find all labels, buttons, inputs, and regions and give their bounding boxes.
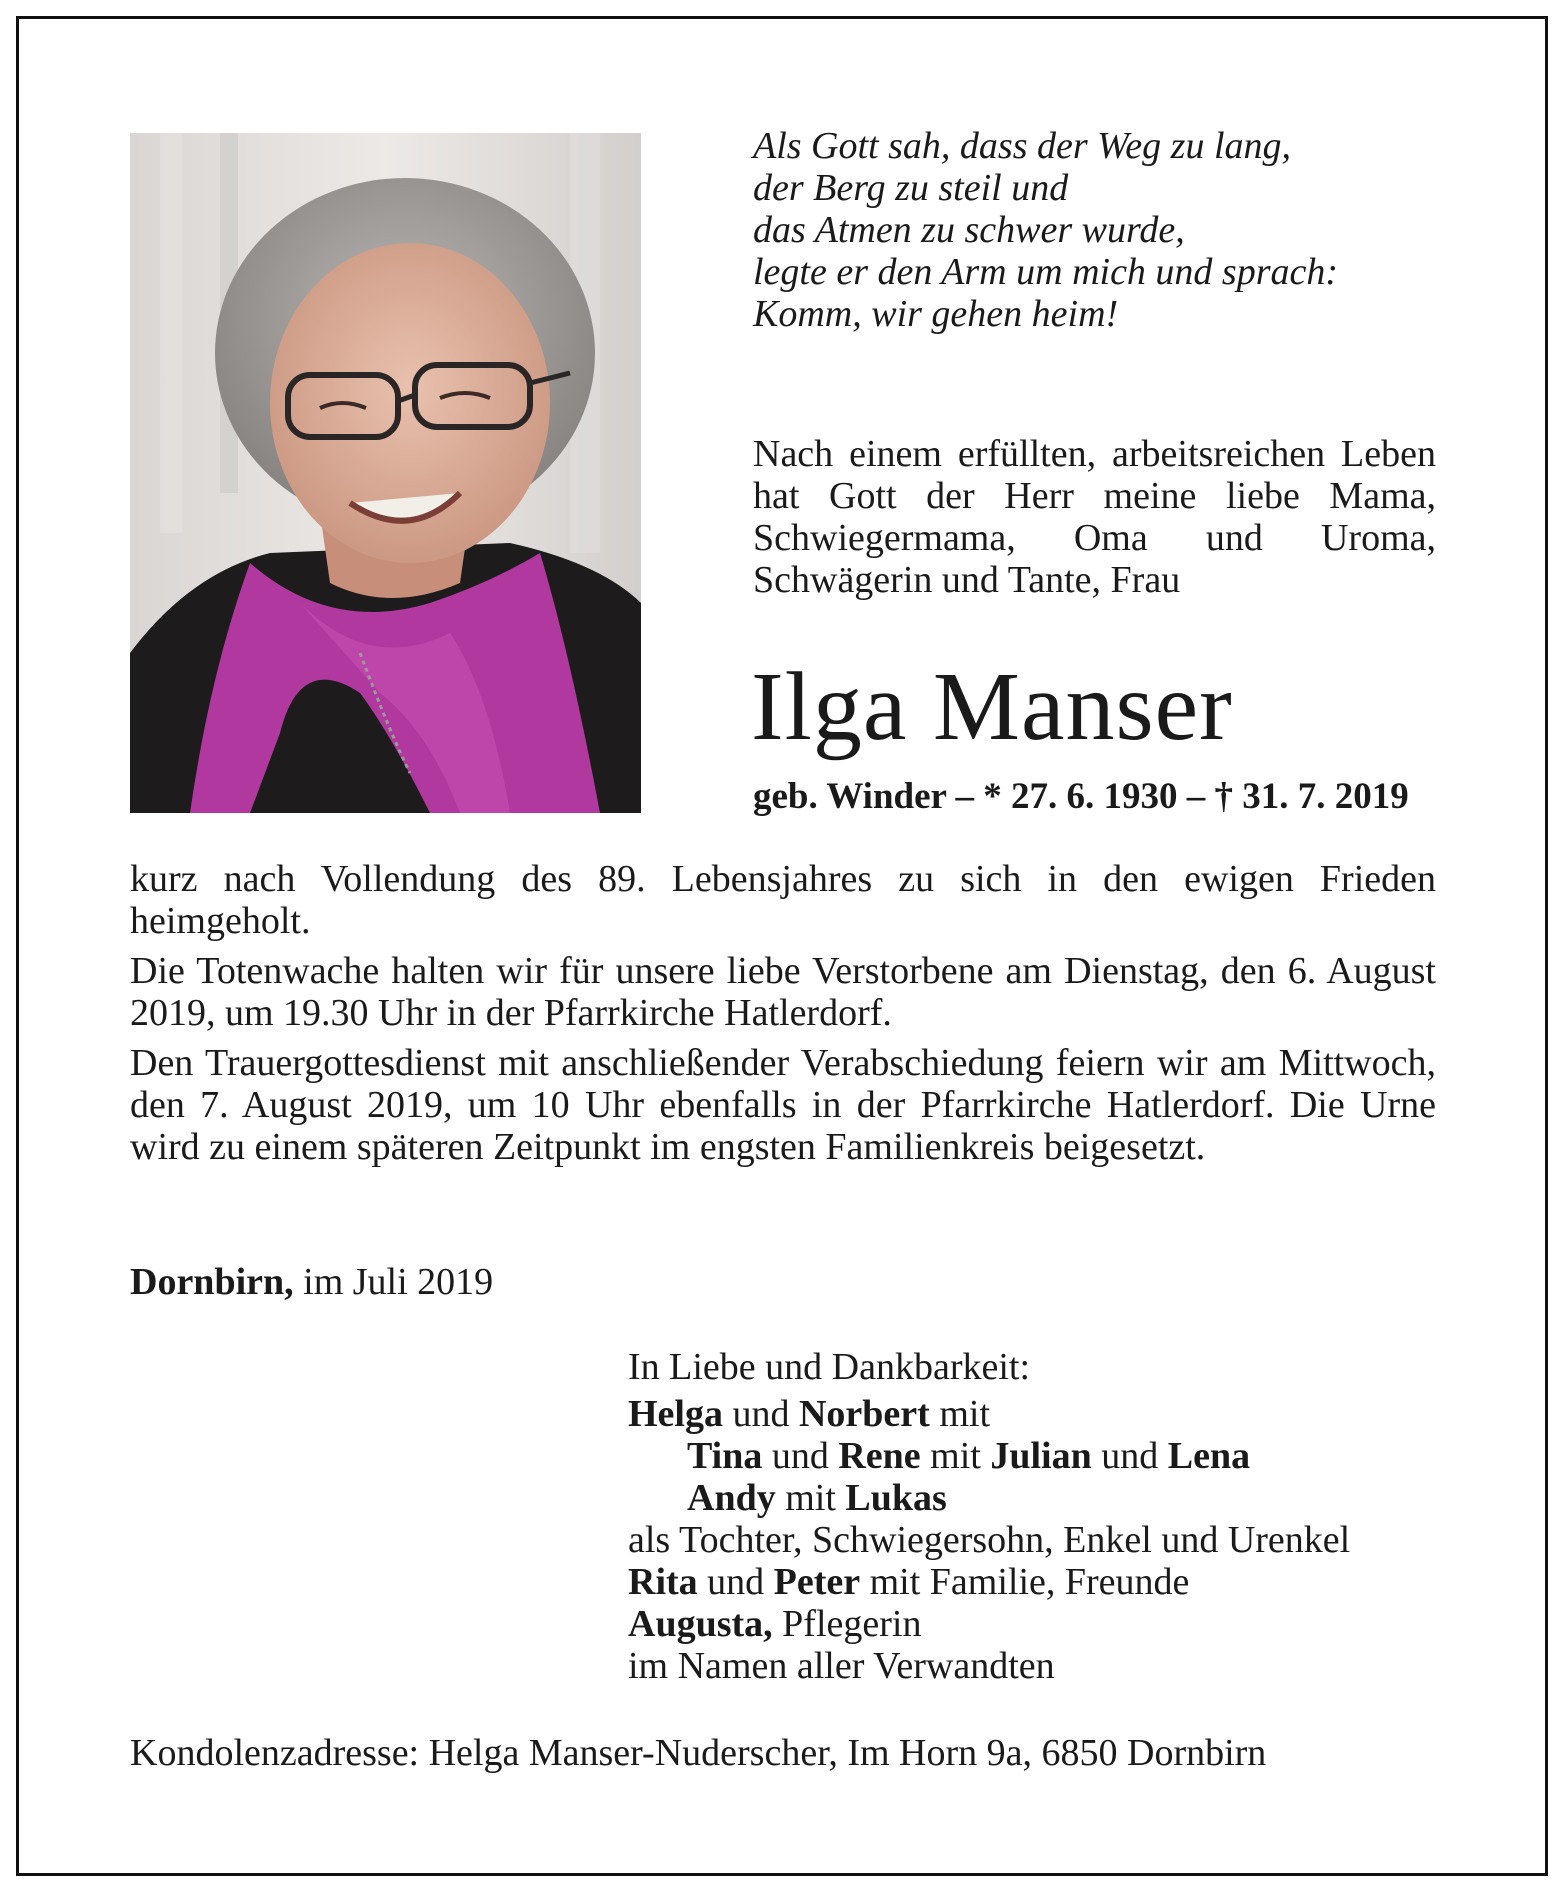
mourner-name: Lukas [845, 1477, 947, 1519]
announcement-body [130, 858, 1436, 1176]
poem-line: Als Gott sah, dass der Weg zu lang, [753, 125, 1292, 167]
mourner-name: Julian [990, 1435, 1092, 1477]
mourner-name: Peter [773, 1561, 861, 1603]
mourner-name: Norbert [798, 1393, 930, 1435]
body-paragraph: Die Totenwache halten wir für unsere liebe Verstorbene am Dienstag, den 6. August 2019, um 19.30 Uhr in der Pfarrkirche Hatlerdorf. [130, 950, 1436, 1034]
mourner-name: Rene [838, 1435, 921, 1477]
poem-line: das Atmen zu schwer wurde, [753, 209, 1185, 251]
mourners-line [628, 1435, 1448, 1477]
connector: mit Familie, Freunde [869, 1561, 1190, 1603]
condolence-address: Kondolenzadresse: Helga Manser-Nuderscher, Im Horn 9a, 6850 Dornbirn [130, 1732, 1267, 1774]
connector: und [771, 1435, 829, 1477]
poem [753, 125, 1453, 335]
connector: mit [930, 1435, 981, 1477]
mourners-list [628, 1346, 1448, 1687]
poem-line: der Berg zu steil und [753, 167, 1069, 209]
portrait-photo [130, 133, 641, 813]
mourners-relation: als Tochter, Schwiegersohn, Enkel und Urenkel [628, 1519, 1351, 1561]
place-city: Dornbirn, [130, 1261, 294, 1303]
connector: mit [785, 1477, 836, 1519]
poem-line: legte er den Arm um mich und sprach: [753, 251, 1339, 293]
mourner-name: Andy [687, 1477, 776, 1519]
body-paragraph: Den Trauergottesdienst mit anschließender Verabschiedung feiern wir am Mittwoch, den 7. August 2019, um 10 Uhr ebenfalls in der Pfarrkirche Hatlerdorf. Die Urne wird zu einem späteren Zeitpunkt im engsten Familienkreis beigesetzt. [130, 1042, 1436, 1168]
deceased-name: Ilga Manser [751, 653, 1233, 761]
mourners-line [628, 1393, 1448, 1435]
connector: Pflegerin [782, 1603, 922, 1645]
body-paragraph: kurz nach Vollendung des 89. Lebensjahres zu sich in den ewigen Frieden heimgeholt. [130, 858, 1436, 942]
mourner-name: Lena [1167, 1435, 1251, 1477]
place-date [130, 1261, 493, 1303]
mourners-line [628, 1603, 1448, 1645]
mourners-greeting: In Liebe und Dankbarkeit: [628, 1346, 1031, 1388]
place-month: im Juli 2019 [303, 1261, 494, 1303]
connector: mit [939, 1393, 991, 1435]
life-dates: geb. Winder – * 27. 6. 1930 – † 31. 7. 2019 [753, 776, 1409, 817]
mourner-name: Augusta, [628, 1603, 773, 1645]
mourner-name: Tina [687, 1435, 763, 1477]
intro-text: Nach einem erfüllten, arbeitsreichen Leben hat Gott der Herr meine liebe Mama, Schwiegermama, Oma und Uroma, Schwägerin und Tante, Frau [753, 433, 1436, 601]
connector: und [1101, 1435, 1159, 1477]
mourner-name: Helga [628, 1393, 723, 1435]
mourners-line [628, 1477, 1448, 1519]
mourners-line [628, 1561, 1448, 1603]
connector: und [707, 1561, 765, 1603]
mourners-closing: im Namen aller Verwandten [628, 1645, 1055, 1687]
poem-line: Komm, wir gehen heim! [753, 293, 1119, 335]
connector: und [732, 1393, 790, 1435]
mourner-name: Rita [628, 1561, 698, 1603]
